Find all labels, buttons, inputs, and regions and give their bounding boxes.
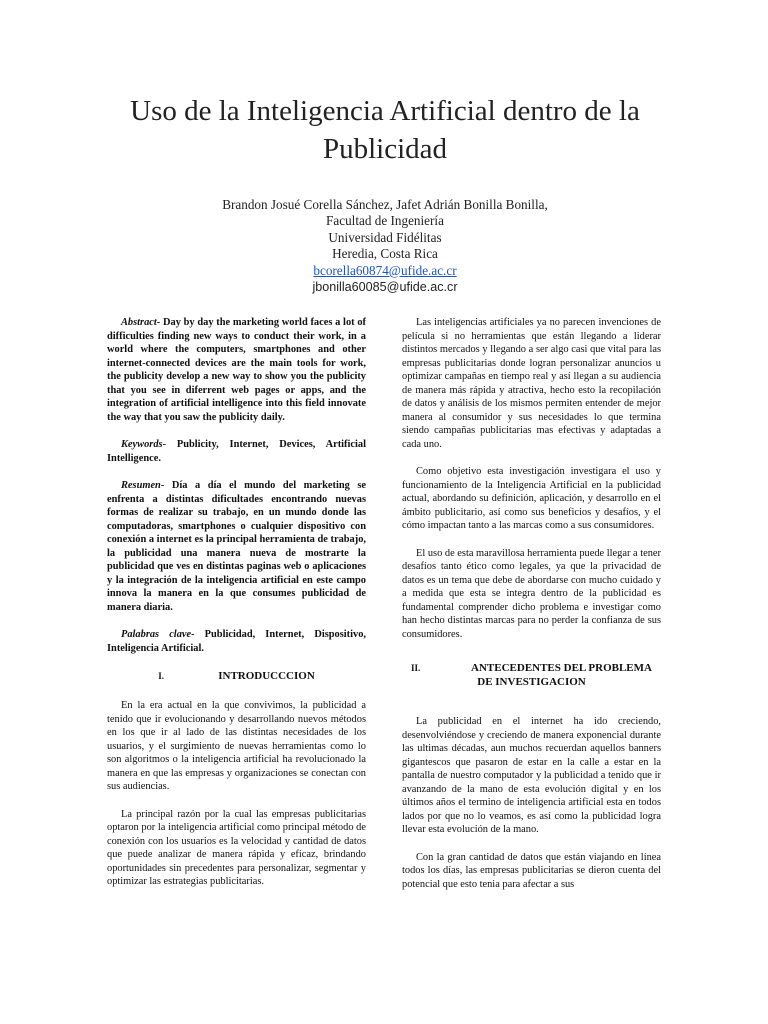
palabras-clave: [107, 628, 366, 655]
section-1-heading: [107, 669, 366, 683]
section-1-number: I.: [158, 671, 164, 681]
author-email-link[interactable]: bcorella60874@ufide.ac.cr: [313, 262, 457, 278]
author-email-2: jbonilla60085@ufide.ac.cr: [312, 280, 458, 295]
palabras-clave-text: Publicidad, Internet, Dispositivo, Inteligencia Artificial.: [107, 629, 367, 654]
intro-paragraph: Como objetivo esta investigación investigara el uso y funcionamiento de la Inteligencia Artificial en la publicidad actual, abordando su definición, aplicación, y desarrollo en el ámbito publicitario, así como sus beneficios y desafíos, y el cómo impactan tanto a las marcas como a sus consumidores.: [402, 466, 661, 531]
section-2-title-line2: DE INVESTIGACION: [477, 676, 586, 688]
section-2-title-line1: ANTECEDENTES DEL PROBLEMA: [471, 662, 652, 674]
section-2-paragraph: La publicidad en el internet ha ido creciendo, desenvolviéndose y creciendo de manera exponencial durante las ultimas décadas, aun muchos recuerdan aquellos banners gigantescos que pasaron de estar en la calle a estar en la pantalla de nuestro computador y la publicidad a tenido que ir avanzando de la mano de esta evolución digital y en los últimos años el termino de inteligencia artificial esta en todos lados por que no lo veamos, es así como la publicidad logra llevar esta evolución de la mano.: [402, 716, 661, 835]
right-column: [402, 316, 661, 905]
paper-title: Uso de la Inteligencia Artificial dentro de la Publicidad: [130, 95, 640, 165]
section-1-paragraph: La principal razón por la cual las empresas publicitarias optaron por la inteligencia artificial como principal método de conexión con los usuarios es la velocidad y cantidad de datos que puede analizar de manera rápida y eficaz, brindando oportunidades sin precedentes para personalizar, segmentar y optimizar las estrategias publicitarias.: [107, 808, 366, 887]
resumen-label: Resumen-: [121, 480, 165, 491]
keywords-label: Keywords-: [121, 439, 167, 450]
author-block: [180, 197, 590, 295]
author-names: Brandon Josué Corella Sánchez, Jafet Adrián Bonilla Bonilla,: [222, 197, 548, 212]
resumen-text: Día a día el mundo del marketing se enfrenta a distintas dificultades encontrando nuevas formas de realizar su trabajo, en un mundo donde las computadoras, smartphones o cualquier dispositivo con conexión a internet es la principal herramienta de trabajo, la publicidad una manera nueva de mostrarte la publicidad que ves en distintas paginas web o aplicaciones y la integración de la inteligencia artificial en este campo innova la manera en la que consumes publicidad de manera diaria.: [107, 480, 366, 613]
section-1-paragraph: En la era actual en la que convivimos, la publicidad a tenido que ir evolucionando y desarrollando nuevos métodos en los que ir al lado de las distintas necesidades de los usuarios, y el surgimiento de nuevas herramientas como lo son algoritmos o la inteligencia artificial ha revolucionado la manera en que las empresas y organizaciones se conectan con sus audiencias.: [107, 700, 366, 792]
palabras-clave-label: Palabras clave-: [121, 629, 195, 640]
abstract-label: Abstract-: [121, 317, 161, 328]
resumen: [107, 479, 366, 614]
section-2-heading: [402, 661, 661, 689]
left-column: [107, 316, 366, 903]
section-2-number: II.: [411, 663, 421, 673]
intro-paragraph: Las inteligencias artificiales ya no parecen invenciones de película si no herramientas que están llegando a liderar distintos mercados y llegando a ser algo casi que vital para las empresas publicitarias donde logran personalizar anuncios u optimizar campañas en tiempo real y así llegan a su audiencia de manera más rápida y atractiva, hecho esto la recopilación de datos y análisis de los mismos permiten entender de mejor manera al consumidor y sus necesidades lo que termina siendo campañas publicitarias mas efectivas y adaptadas a cada uno.: [402, 317, 661, 450]
author-university: Universidad Fidélitas: [328, 229, 442, 245]
keywords: [107, 438, 366, 465]
section-1-title: INTRODUCCCION: [218, 670, 315, 682]
abstract: [107, 316, 366, 424]
author-faculty: Facultad de Ingeniería: [326, 213, 444, 229]
author-location: Heredia, Costa Rica: [332, 246, 438, 262]
section-2-paragraph: Con la gran cantidad de datos que están viajando en línea todos los días, las empresas publicitarias se dieron cuenta del potencial que esto tenia para afectar a sus: [402, 851, 661, 890]
abstract-text: Day by day the marketing world faces a lot of difficulties finding new ways to conduct their work, in a world where the computers, smartphones and other internet-connected devices are the main tools for work, the publicity develop a new way to show you the publicity that you see in diferrent web pages or apps, and the integration of artificial intelligence into this field innovate the way that you saw the publicity daily.: [107, 317, 366, 423]
keywords-text: Publicity, Internet, Devices, Artificial Intelligence.: [107, 439, 366, 464]
intro-paragraph: El uso de esta maravillosa herramienta puede llegar a tener desafíos tanto ético como legales, ya que la privacidad de datos es un tema que debe de abordarse con mucho cuidado y a medida que esta se integra dentro de la publicidad es fundamental comprender dicho problema e investigar como han hecho distintas marcas para no perder la confianza de sus consumidores.: [402, 547, 661, 640]
